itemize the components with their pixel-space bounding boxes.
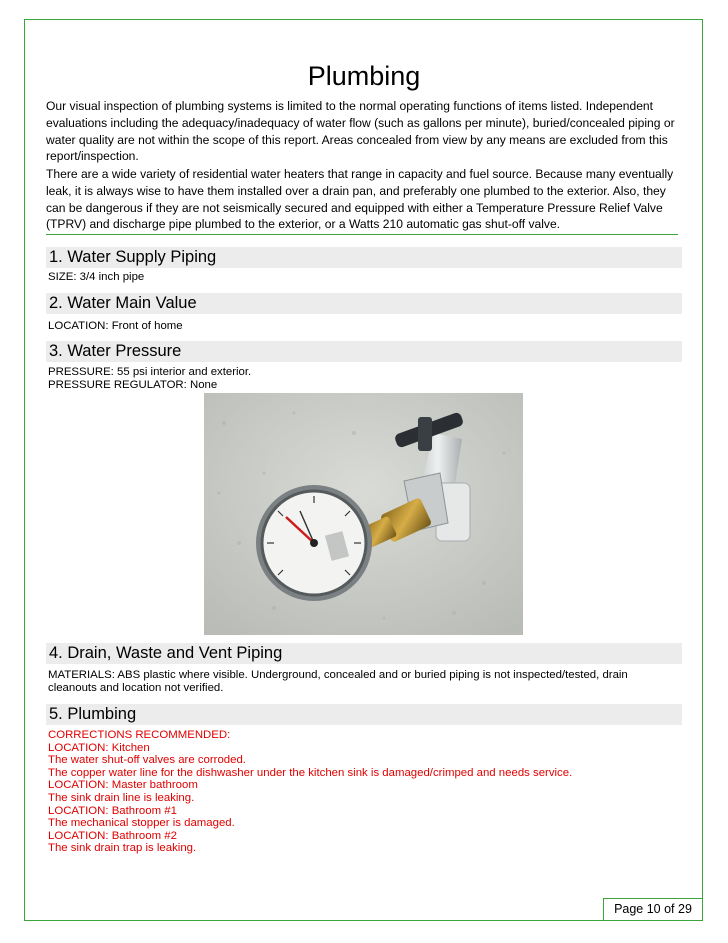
section-body-drain-waste-vent-piping: MATERIALS: ABS plastic where visible. Underground, concealed and or buried piping is not inspected/tested, drain cleanouts and location not verified.: [48, 669, 628, 694]
page-number: Page 10 of 29: [603, 898, 703, 921]
divider: [46, 234, 678, 235]
page-title: Plumbing: [307, 61, 421, 91]
section-heading-water-main-value: 2. Water Main Value: [46, 293, 682, 314]
section-body-water-supply-piping: SIZE: 3/4 inch pipe: [48, 271, 145, 283]
section-body-water-pressure: PRESSURE: 55 psi interior and exterior. PRESSURE REGULATOR: None: [48, 366, 252, 391]
pressure-gauge-photo: [204, 393, 523, 635]
intro-paragraph-2: There are a wide variety of residential water heaters that range in capacity and fuel source. Because many eventually leak, it is always wise to have them installed over a drain pan, and preferably one plumbed to the exterior. Also, they can be dangerous if they are not seismically secured and equipped with either a Temperature Pressure Relief Valve (TPRV) and discharge pipe plumbed to the exterior, or a Watts 210 automatic gas shut-off valve.: [46, 167, 674, 232]
section-heading-water-pressure: 3. Water Pressure: [46, 341, 682, 362]
section-body-plumbing-corrections: CORRECTIONS RECOMMENDED: LOCATION: Kitchen The water shut-off valves are corroded. The copper water line for the dishwasher under the kitchen sink is damaged/crimped and needs service. LOCATION: Master bathroom The sink drain line is leaking. LOCATION: Bathroom #1 The mechanical stopper is damaged. LOCATION: Bathroom #2 The sink drain trap is leaking.: [48, 729, 573, 855]
intro-paragraph-1: Our visual inspection of plumbing systems is limited to the normal operating functions of items listed. Independent evaluations including the adequacy/inadequacy of water flow (such as gallons per minute), buried/concealed piping or water quality are not within the scope of this report. Areas concealed from view by any means are excluded from this report/inspection.: [46, 99, 675, 164]
section-heading-plumbing: 5. Plumbing: [46, 704, 682, 725]
section-heading-water-supply-piping: 1. Water Supply Piping: [46, 247, 682, 268]
section-heading-drain-waste-vent-piping: 4. Drain, Waste and Vent Piping: [46, 643, 682, 664]
pressure-gauge-image: [204, 393, 523, 635]
section-body-water-main-value: LOCATION: Front of home: [48, 320, 183, 332]
